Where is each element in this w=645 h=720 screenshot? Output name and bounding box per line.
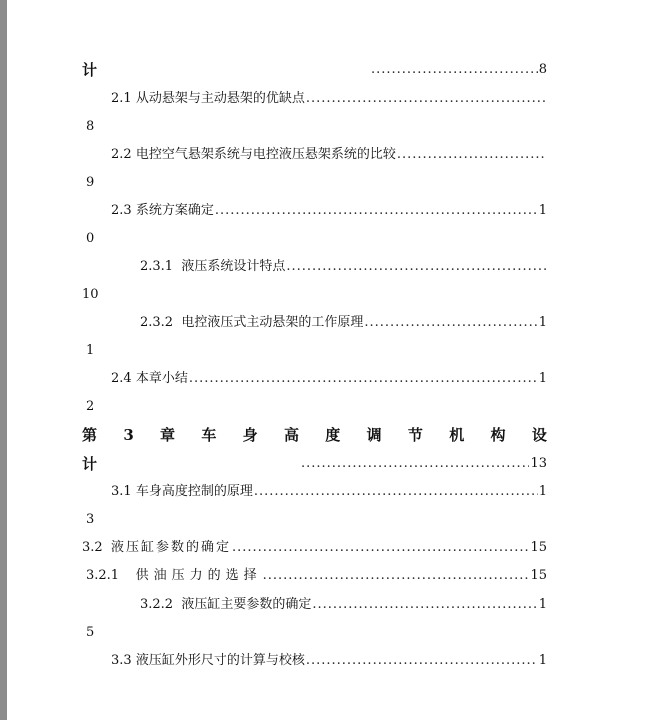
page-number: 1 [538, 484, 547, 499]
toc-entry-2-3-2[interactable] [140, 313, 547, 333]
leader-dots [306, 89, 546, 109]
section-title: 液压缸主要参数的确定 [181, 597, 312, 612]
page-number: 1 [538, 203, 547, 218]
page-number-carry: 8 [86, 119, 95, 134]
chapter-char: 设 [531, 426, 547, 444]
page-number: 15 [530, 540, 547, 555]
leader-dots [254, 482, 538, 502]
chapter-char: 3 [123, 426, 134, 444]
section-number: 2.3.2 [140, 315, 174, 330]
section-number: 3.3 [111, 653, 132, 668]
section-number: 2.3 [111, 203, 132, 218]
section-number: 2.2 [111, 147, 132, 162]
section-title: 液压缸外形尺寸的计算与校核 [135, 653, 305, 668]
toc-entry-top[interactable] [370, 60, 547, 80]
section-title: 车身高度控制的原理 [135, 484, 253, 499]
leader-dots [397, 145, 546, 165]
page-number: 1 [538, 597, 547, 612]
page-number: 15 [530, 568, 547, 583]
leader-dots [263, 566, 530, 586]
page-number: 13 [530, 456, 547, 471]
toc-entry-2-2[interactable] [111, 145, 547, 165]
section-number: 2.1 [111, 91, 132, 106]
leader-dots [306, 651, 538, 671]
chapter-3-heading[interactable] [82, 424, 547, 448]
leader-dots [189, 369, 538, 389]
toc-entry-3-3[interactable] [111, 651, 547, 671]
chapter-char: 机 [449, 426, 465, 444]
toc-entry-3-2-2[interactable] [140, 595, 547, 615]
page-number-carry: 5 [86, 625, 95, 640]
section-title: 液压系统设计特点 [181, 259, 286, 274]
section-number: 2.3.1 [140, 259, 174, 274]
chapter-tail-char: 计 [82, 61, 98, 79]
section-number: 3.2.1 [86, 568, 120, 583]
section-title: 从动悬架与主动悬架的优缺点 [135, 91, 305, 106]
leader-dots [286, 257, 546, 277]
chapter-char: 身 [242, 426, 258, 444]
page-number-carry: 10 [82, 287, 99, 302]
toc-entry-3-2[interactable] [82, 538, 547, 558]
page-number-carry: 2 [86, 399, 95, 414]
page-number: 8 [538, 62, 547, 77]
page-number: 1 [538, 315, 547, 330]
section-number: 3.2 [82, 540, 103, 555]
chapter-char: 车 [201, 426, 217, 444]
toc-entry-3-1[interactable] [111, 482, 547, 502]
page-edge-bar [0, 0, 7, 720]
toc-entry-2-1[interactable] [111, 89, 547, 109]
section-title: 本章小结 [135, 371, 188, 386]
page-number-carry: 1 [86, 343, 95, 358]
leader-dots [371, 60, 538, 80]
chapter-char: 调 [366, 426, 382, 444]
section-title: 系统方案确定 [135, 203, 214, 218]
section-title: 电控空气悬架系统与电控液压悬架系统的比较 [135, 147, 396, 162]
chapter-char: 度 [325, 426, 341, 444]
toc-entry-2-3[interactable] [111, 201, 547, 221]
chapter-3-page-line[interactable] [300, 454, 547, 474]
page-number: 1 [538, 653, 547, 668]
section-title: 供油压力的选择 [135, 568, 262, 583]
toc-entry-2-3-1[interactable] [140, 257, 547, 277]
chapter-char: 节 [407, 426, 423, 444]
section-title: 电控液压式主动悬架的工作原理 [181, 315, 364, 330]
page-number-carry: 0 [86, 231, 95, 246]
toc-entry-3-2-1[interactable] [86, 566, 547, 586]
chapter-char: 高 [283, 426, 299, 444]
chapter-char: 构 [490, 426, 506, 444]
page-number-carry: 3 [86, 512, 95, 527]
leader-dots [364, 313, 537, 333]
leader-dots [301, 454, 529, 474]
leader-dots [215, 201, 538, 221]
section-title: 液压缸参数的确定 [110, 540, 231, 555]
section-number: 3.1 [111, 484, 132, 499]
chapter-tail-char: 计 [82, 455, 98, 473]
chapter-char: 章 [160, 426, 176, 444]
leader-dots [312, 595, 537, 615]
page-number: 1 [538, 371, 547, 386]
chapter-char: 第 [82, 426, 98, 444]
section-number: 2.4 [111, 371, 132, 386]
section-number: 3.2.2 [140, 597, 174, 612]
toc-entry-2-4[interactable] [111, 369, 547, 389]
leader-dots [232, 538, 529, 558]
page-number-carry: 9 [86, 175, 95, 190]
